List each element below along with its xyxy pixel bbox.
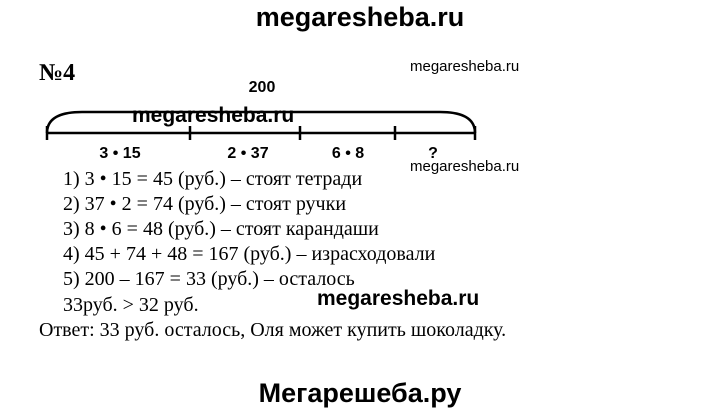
total-label: 200 bbox=[248, 79, 276, 96]
site-watermark-middle: megaresheba.ru bbox=[317, 287, 480, 310]
segment-label-unknown: ? bbox=[428, 145, 438, 162]
site-watermark-diagram: megaresheba.ru bbox=[132, 104, 295, 127]
site-watermark-top: megaresheba.ru bbox=[255, 2, 465, 32]
site-watermark-right-2: megaresheba.ru bbox=[410, 158, 520, 175]
segment-label-notebooks: 3 • 15 bbox=[99, 145, 141, 162]
task-number: №4 bbox=[39, 60, 76, 86]
segment-label-pens: 2 • 37 bbox=[227, 145, 269, 162]
answer-line: Ответ: 33 руб. осталось, Оля может купить шоколадку. bbox=[39, 319, 507, 341]
comparison-line: 33руб. > 32 руб. bbox=[63, 294, 199, 316]
segment-label-pencils: 6 • 8 bbox=[331, 145, 365, 162]
solution-step-3: 3) 8 • 6 = 48 (руб.) – стоят карандаши bbox=[63, 218, 379, 240]
solution-step-1: 1) 3 • 15 = 45 (руб.) – стоят тетради bbox=[63, 168, 363, 190]
solution-step-2: 2) 37 • 2 = 74 (руб.) – стоят ручки bbox=[63, 193, 347, 215]
site-watermark-right-1: megaresheba.ru bbox=[410, 58, 520, 75]
solution-step-5: 5) 200 – 167 = 33 (руб.) – осталось bbox=[63, 268, 355, 290]
site-watermark-bottom: Мегарешеба.ру bbox=[258, 378, 462, 408]
solution-step-4: 4) 45 + 74 + 48 = 167 (руб.) – израсходовали bbox=[63, 243, 436, 265]
